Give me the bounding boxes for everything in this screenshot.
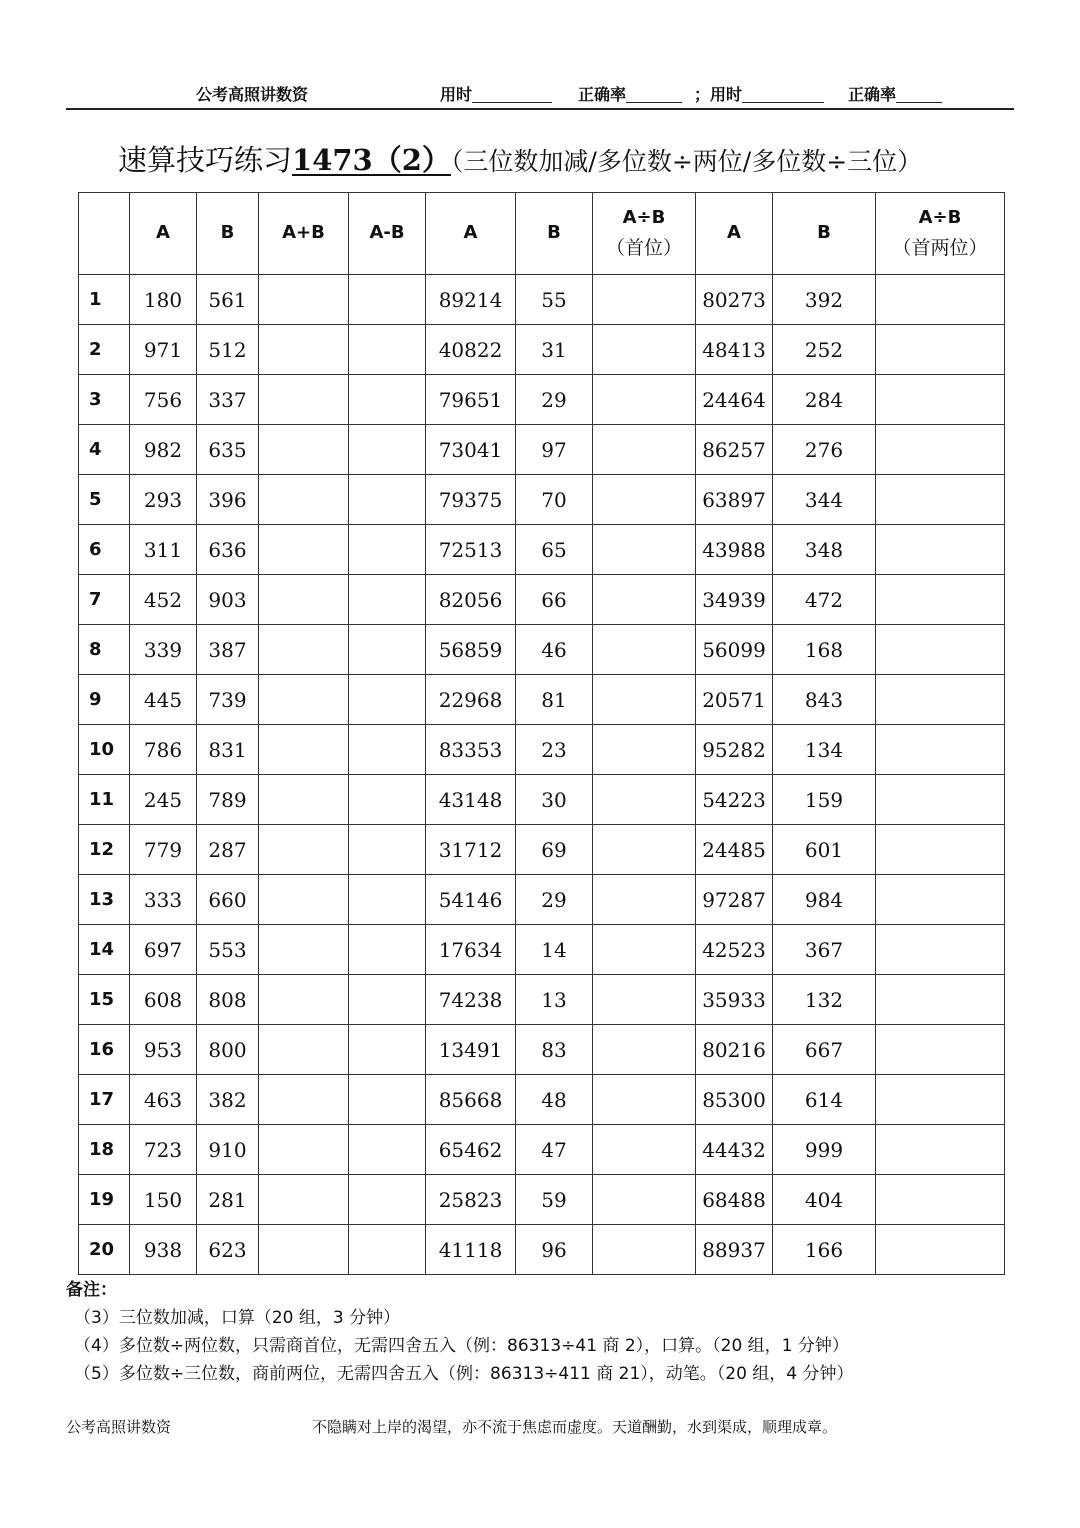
cell-a3: 88937 [696, 1225, 773, 1275]
answer-diff[interactable] [349, 925, 426, 975]
table-row [79, 1075, 1005, 1125]
answer-div-first-two-digits[interactable] [876, 975, 1005, 1025]
cell-a2: 22968 [426, 675, 516, 725]
header-div-first-two-digits [876, 193, 1005, 275]
answer-div-first-digit[interactable] [593, 1075, 696, 1125]
header-separator: ； [694, 85, 711, 104]
answer-div-first-two-digits[interactable] [876, 825, 1005, 875]
cell-b1: 903 [197, 575, 259, 625]
cell-b2: 13 [516, 975, 593, 1025]
cell-a3: 35933 [696, 975, 773, 1025]
cell-a3: 54223 [696, 775, 773, 825]
table-row [79, 1125, 1005, 1175]
cell-a2: 82056 [426, 575, 516, 625]
answer-diff[interactable] [349, 1075, 426, 1125]
cell-b1: 337 [197, 375, 259, 425]
cell-b2: 29 [516, 875, 593, 925]
cell-a2: 79375 [426, 475, 516, 525]
cell-b2: 81 [516, 675, 593, 725]
cell-a2: 89214 [426, 275, 516, 325]
cell-a1: 697 [130, 925, 197, 975]
cell-a3: 80216 [696, 1025, 773, 1075]
time-label-1: 用时 [440, 85, 473, 104]
header-div1-top: A÷B [622, 206, 666, 228]
table-row [79, 1175, 1005, 1225]
cell-a3: 68488 [696, 1175, 773, 1225]
row-index: 3 [79, 375, 130, 425]
cell-b2: 46 [516, 625, 593, 675]
answer-div-first-digit[interactable] [593, 675, 696, 725]
answer-sum[interactable] [259, 575, 349, 625]
row-index: 2 [79, 325, 130, 375]
cell-a2: 73041 [426, 425, 516, 475]
cell-a3: 20571 [696, 675, 773, 725]
answer-div-first-two-digits[interactable] [876, 625, 1005, 675]
cell-b1: 561 [197, 275, 259, 325]
cell-a1: 756 [130, 375, 197, 425]
header-a3: A [696, 193, 773, 275]
header-sum: A+B [259, 193, 349, 275]
cell-a1: 463 [130, 1075, 197, 1125]
table-row [79, 625, 1005, 675]
answer-div-first-digit[interactable] [593, 1225, 696, 1275]
answer-sum[interactable] [259, 775, 349, 825]
table-row [79, 575, 1005, 625]
cell-b2: 30 [516, 775, 593, 825]
cell-a1: 982 [130, 425, 197, 475]
cell-b3: 984 [773, 875, 876, 925]
answer-sum[interactable] [259, 725, 349, 775]
row-index: 8 [79, 625, 130, 675]
cell-a2: 25823 [426, 1175, 516, 1225]
cell-a2: 79651 [426, 375, 516, 425]
row-index: 17 [79, 1075, 130, 1125]
answer-div-first-two-digits[interactable] [876, 1025, 1005, 1075]
answer-diff[interactable] [349, 425, 426, 475]
table-row [79, 325, 1005, 375]
answer-div-first-digit[interactable] [593, 325, 696, 375]
answer-sum[interactable] [259, 625, 349, 675]
answer-diff[interactable] [349, 1125, 426, 1175]
cell-b3: 166 [773, 1225, 876, 1275]
table-row [79, 725, 1005, 775]
cell-a1: 311 [130, 525, 197, 575]
header-diff: A-B [349, 193, 426, 275]
table-row [79, 875, 1005, 925]
notes-label: 备注： [66, 1280, 117, 1300]
cell-a2: 41118 [426, 1225, 516, 1275]
note-line-5: （5）多位数÷三位数，商前两位，无需四舍五入（例：86313÷411 商 21），动笔。（20 组，4 分钟） [74, 1364, 854, 1384]
cell-b2: 97 [516, 425, 593, 475]
answer-div-first-two-digits[interactable] [876, 275, 1005, 325]
row-index: 14 [79, 925, 130, 975]
answer-div-first-digit[interactable] [593, 1125, 696, 1175]
accuracy-field-2 [848, 82, 896, 105]
cell-b3: 276 [773, 425, 876, 475]
note-line-4: （4）多位数÷两位数，只需商首位，无需四舍五入（例：86313÷41 商 2），口算。（20 组，1 分钟） [74, 1336, 849, 1356]
table-row [79, 825, 1005, 875]
footer-brand: 公考高照讲数资 [66, 1418, 172, 1436]
cell-b1: 387 [197, 625, 259, 675]
cell-a2: 83353 [426, 725, 516, 775]
cell-a3: 95282 [696, 725, 773, 775]
footer-motto: 不隐瞒对上岸的渴望，亦不流于焦虑而虚度。天道酬勤，水到渠成，顺理成章。 [312, 1418, 838, 1436]
answer-sum[interactable] [259, 475, 349, 525]
cell-b2: 69 [516, 825, 593, 875]
answer-sum[interactable] [259, 1075, 349, 1125]
cell-a1: 608 [130, 975, 197, 1025]
header-b1: B [197, 193, 259, 275]
answer-sum[interactable] [259, 975, 349, 1025]
accuracy-field-1 [578, 82, 626, 105]
header-div1-bottom: （首位） [605, 236, 682, 259]
table-row [79, 775, 1005, 825]
row-index: 7 [79, 575, 130, 625]
answer-diff[interactable] [349, 325, 426, 375]
cell-a2: 54146 [426, 875, 516, 925]
row-index: 9 [79, 675, 130, 725]
answer-div-first-two-digits[interactable] [876, 675, 1005, 725]
answer-div-first-two-digits[interactable] [876, 1175, 1005, 1225]
cell-a3: 43988 [696, 525, 773, 575]
answer-sum[interactable] [259, 425, 349, 475]
accuracy-label-2: 正确率 [848, 85, 897, 104]
answer-div-first-digit[interactable] [593, 975, 696, 1025]
title-code: 1473（2） [292, 143, 451, 177]
cell-b1: 800 [197, 1025, 259, 1075]
cell-b2: 14 [516, 925, 593, 975]
answer-sum[interactable] [259, 825, 349, 875]
answer-diff[interactable] [349, 1025, 426, 1075]
row-index: 11 [79, 775, 130, 825]
answer-sum[interactable] [259, 1125, 349, 1175]
answer-div-first-two-digits[interactable] [876, 475, 1005, 525]
answer-sum[interactable] [259, 675, 349, 725]
answer-div-first-digit[interactable] [593, 375, 696, 425]
answer-sum[interactable] [259, 525, 349, 575]
answer-diff[interactable] [349, 475, 426, 525]
row-index: 1 [79, 275, 130, 325]
answer-sum[interactable] [259, 875, 349, 925]
cell-b3: 252 [773, 325, 876, 375]
answer-sum[interactable] [259, 375, 349, 425]
answer-diff[interactable] [349, 975, 426, 1025]
cell-a2: 13491 [426, 1025, 516, 1075]
cell-a1: 445 [130, 675, 197, 725]
cell-a2: 40822 [426, 325, 516, 375]
cell-a3: 24485 [696, 825, 773, 875]
cell-b2: 29 [516, 375, 593, 425]
answer-sum[interactable] [259, 925, 349, 975]
answer-diff[interactable] [349, 1175, 426, 1225]
cell-b3: 134 [773, 725, 876, 775]
cell-a2: 56859 [426, 625, 516, 675]
cell-b1: 910 [197, 1125, 259, 1175]
answer-div-first-digit[interactable] [593, 825, 696, 875]
cell-b3: 284 [773, 375, 876, 425]
page-header [66, 78, 1014, 110]
cell-b3: 344 [773, 475, 876, 525]
cell-a1: 452 [130, 575, 197, 625]
cell-a1: 180 [130, 275, 197, 325]
cell-b3: 843 [773, 675, 876, 725]
header-div-first-digit [593, 193, 696, 275]
cell-b3: 601 [773, 825, 876, 875]
cell-b1: 636 [197, 525, 259, 575]
table-row [79, 425, 1005, 475]
answer-diff[interactable] [349, 1225, 426, 1275]
answer-div-first-digit[interactable] [593, 925, 696, 975]
answer-diff[interactable] [349, 725, 426, 775]
cell-b2: 48 [516, 1075, 593, 1125]
cell-b3: 348 [773, 525, 876, 575]
cell-a2: 74238 [426, 975, 516, 1025]
cell-a2: 72513 [426, 525, 516, 575]
cell-a3: 48413 [696, 325, 773, 375]
cell-b2: 96 [516, 1225, 593, 1275]
cell-a3: 63897 [696, 475, 773, 525]
practice-table [78, 192, 1005, 1275]
answer-div-first-two-digits[interactable] [876, 775, 1005, 825]
cell-b1: 396 [197, 475, 259, 525]
notes-section [66, 1276, 1026, 1388]
header-brand: 公考高照讲数资 [196, 85, 309, 104]
header-a2: A [426, 193, 516, 275]
table-row [79, 925, 1005, 975]
answer-sum[interactable] [259, 275, 349, 325]
table-row [79, 975, 1005, 1025]
cell-b1: 553 [197, 925, 259, 975]
cell-b3: 614 [773, 1075, 876, 1125]
header-b2: B [516, 193, 593, 275]
cell-a1: 150 [130, 1175, 197, 1225]
cell-b2: 23 [516, 725, 593, 775]
accuracy-blank-1[interactable] [626, 86, 682, 103]
cell-a3: 86257 [696, 425, 773, 475]
table-row [79, 275, 1005, 325]
time-field-2 [710, 82, 742, 105]
answer-div-first-digit[interactable] [593, 275, 696, 325]
cell-b2: 55 [516, 275, 593, 325]
header-div2-top: A÷B [918, 206, 962, 228]
cell-b2: 83 [516, 1025, 593, 1075]
cell-a1: 971 [130, 325, 197, 375]
row-index: 19 [79, 1175, 130, 1225]
table-row [79, 375, 1005, 425]
answer-div-first-two-digits[interactable] [876, 1225, 1005, 1275]
answer-sum[interactable] [259, 1225, 349, 1275]
cell-b3: 392 [773, 275, 876, 325]
answer-div-first-two-digits[interactable] [876, 925, 1005, 975]
answer-div-first-digit[interactable] [593, 475, 696, 525]
cell-a3: 24464 [696, 375, 773, 425]
cell-b2: 59 [516, 1175, 593, 1225]
time-blank-1[interactable] [472, 86, 552, 103]
answer-diff[interactable] [349, 525, 426, 575]
answer-div-first-digit[interactable] [593, 875, 696, 925]
answer-diff[interactable] [349, 575, 426, 625]
answer-diff[interactable] [349, 275, 426, 325]
cell-a2: 17634 [426, 925, 516, 975]
row-index: 4 [79, 425, 130, 475]
answer-div-first-two-digits[interactable] [876, 575, 1005, 625]
cell-b1: 831 [197, 725, 259, 775]
row-index: 16 [79, 1025, 130, 1075]
answer-div-first-two-digits[interactable] [876, 525, 1005, 575]
row-index: 10 [79, 725, 130, 775]
cell-b3: 132 [773, 975, 876, 1025]
row-index: 5 [79, 475, 130, 525]
cell-b1: 739 [197, 675, 259, 725]
cell-a1: 723 [130, 1125, 197, 1175]
header-b3: B [773, 193, 876, 275]
cell-b1: 660 [197, 875, 259, 925]
cell-b3: 159 [773, 775, 876, 825]
cell-b3: 472 [773, 575, 876, 625]
row-index: 15 [79, 975, 130, 1025]
cell-b1: 382 [197, 1075, 259, 1125]
row-index: 18 [79, 1125, 130, 1175]
answer-div-first-digit[interactable] [593, 525, 696, 575]
cell-a1: 245 [130, 775, 197, 825]
cell-a1: 339 [130, 625, 197, 675]
row-index: 6 [79, 525, 130, 575]
cell-a1: 293 [130, 475, 197, 525]
cell-b2: 47 [516, 1125, 593, 1175]
answer-div-first-digit[interactable] [593, 1025, 696, 1075]
title-main: 速算技巧练习 [118, 143, 293, 177]
cell-a1: 938 [130, 1225, 197, 1275]
cell-a1: 953 [130, 1025, 197, 1075]
answer-div-first-digit[interactable] [593, 725, 696, 775]
time-blank-2[interactable] [742, 86, 824, 103]
cell-b1: 808 [197, 975, 259, 1025]
row-index: 20 [79, 1225, 130, 1275]
answer-diff[interactable] [349, 625, 426, 675]
cell-b2: 66 [516, 575, 593, 625]
answer-sum[interactable] [259, 1175, 349, 1225]
row-index: 13 [79, 875, 130, 925]
cell-b1: 789 [197, 775, 259, 825]
answer-div-first-digit[interactable] [593, 575, 696, 625]
answer-div-first-two-digits[interactable] [876, 1075, 1005, 1125]
answer-div-first-two-digits[interactable] [876, 375, 1005, 425]
cell-b1: 635 [197, 425, 259, 475]
header-a1: A [130, 193, 197, 275]
cell-a3: 80273 [696, 275, 773, 325]
cell-a3: 56099 [696, 625, 773, 675]
cell-b3: 999 [773, 1125, 876, 1175]
page-title [118, 138, 1018, 182]
answer-diff[interactable] [349, 775, 426, 825]
answer-div-first-digit[interactable] [593, 425, 696, 475]
accuracy-label-1: 正确率 [578, 85, 627, 104]
answer-div-first-digit[interactable] [593, 775, 696, 825]
table-row [79, 1225, 1005, 1275]
cell-b3: 168 [773, 625, 876, 675]
table-row [79, 1025, 1005, 1075]
cell-a3: 34939 [696, 575, 773, 625]
note-line-3: （3）三位数加减，口算（20 组，3 分钟） [74, 1308, 401, 1328]
cell-a3: 85300 [696, 1075, 773, 1125]
answer-sum[interactable] [259, 1025, 349, 1075]
accuracy-blank-2[interactable] [896, 86, 942, 103]
answer-div-first-digit[interactable] [593, 1175, 696, 1225]
answer-diff[interactable] [349, 375, 426, 425]
header-index [79, 193, 130, 275]
answer-div-first-two-digits[interactable] [876, 325, 1005, 375]
answer-div-first-two-digits[interactable] [876, 1125, 1005, 1175]
cell-b1: 512 [197, 325, 259, 375]
cell-a1: 786 [130, 725, 197, 775]
answer-diff[interactable] [349, 875, 426, 925]
answer-sum[interactable] [259, 325, 349, 375]
table-row [79, 675, 1005, 725]
cell-a1: 779 [130, 825, 197, 875]
cell-b3: 404 [773, 1175, 876, 1225]
cell-a2: 31712 [426, 825, 516, 875]
cell-b2: 70 [516, 475, 593, 525]
answer-div-first-two-digits[interactable] [876, 425, 1005, 475]
page-footer [66, 1416, 1026, 1440]
title-subtitle: （三位数加减/多位数÷两位/多位数÷三位） [450, 147, 923, 176]
answer-div-first-two-digits[interactable] [876, 875, 1005, 925]
answer-div-first-digit[interactable] [593, 625, 696, 675]
cell-b1: 281 [197, 1175, 259, 1225]
cell-a2: 85668 [426, 1075, 516, 1125]
cell-a2: 43148 [426, 775, 516, 825]
header-div2-bottom: （首两位） [892, 236, 988, 259]
cell-b3: 667 [773, 1025, 876, 1075]
table-row [79, 525, 1005, 575]
time-label-2: 用时 [710, 85, 743, 104]
cell-b1: 287 [197, 825, 259, 875]
cell-b3: 367 [773, 925, 876, 975]
cell-a3: 42523 [696, 925, 773, 975]
cell-a2: 65462 [426, 1125, 516, 1175]
cell-a3: 97287 [696, 875, 773, 925]
cell-b2: 31 [516, 325, 593, 375]
answer-diff[interactable] [349, 825, 426, 875]
table-header-row [79, 193, 1005, 275]
time-field-1 [440, 82, 472, 105]
cell-b2: 65 [516, 525, 593, 575]
cell-b1: 623 [197, 1225, 259, 1275]
answer-div-first-two-digits[interactable] [876, 725, 1005, 775]
table-row [79, 475, 1005, 525]
cell-a3: 44432 [696, 1125, 773, 1175]
row-index: 12 [79, 825, 130, 875]
answer-diff[interactable] [349, 675, 426, 725]
cell-a1: 333 [130, 875, 197, 925]
